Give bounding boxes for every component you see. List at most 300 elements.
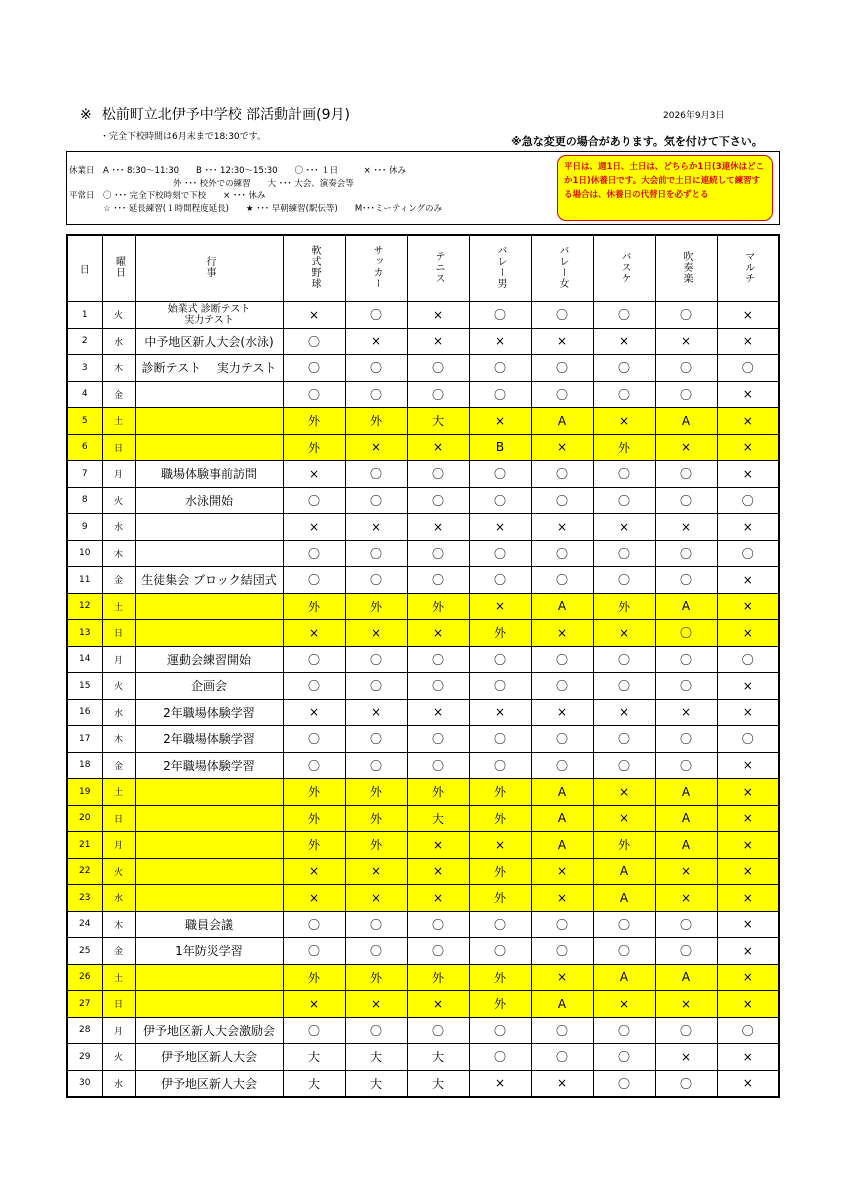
club-mark-cell: × — [655, 434, 717, 461]
weekday-cell: 土 — [102, 964, 135, 991]
weekday-cell: 水 — [102, 1070, 135, 1097]
club-mark-cell: × — [717, 938, 779, 965]
event-cell — [135, 381, 283, 408]
club-mark-cell: × — [531, 328, 593, 355]
event-cell: 生徒集会 ブロック結団式 — [135, 567, 283, 594]
event-cell: 水泳開始 — [135, 487, 283, 514]
club-mark-cell: 〇 — [283, 540, 345, 567]
club-mark-cell: × — [593, 699, 655, 726]
club-mark-cell: 〇 — [593, 461, 655, 488]
club-mark-cell: A — [655, 779, 717, 806]
club-mark-cell: 〇 — [407, 355, 469, 382]
club-mark-cell: 〇 — [593, 752, 655, 779]
club-mark-cell: 〇 — [655, 911, 717, 938]
weekday-cell: 火 — [102, 1044, 135, 1071]
club-mark-cell: × — [283, 699, 345, 726]
header-club — [469, 235, 531, 302]
club-mark-cell: × — [717, 408, 779, 435]
club-mark-cell: 〇 — [345, 673, 407, 700]
legend-box — [66, 151, 780, 225]
club-mark-cell: 〇 — [283, 673, 345, 700]
club-mark-cell: 〇 — [531, 1044, 593, 1071]
club-mark-cell: × — [283, 514, 345, 541]
club-mark-cell: × — [283, 461, 345, 488]
club-mark-cell: 外 — [469, 964, 531, 991]
club-mark-cell: 〇 — [717, 726, 779, 753]
club-mark-cell: 〇 — [593, 1017, 655, 1044]
club-mark-cell: × — [407, 885, 469, 912]
club-mark-cell: × — [717, 991, 779, 1018]
event-cell — [135, 964, 283, 991]
page-title — [80, 104, 350, 124]
header-club — [717, 235, 779, 302]
club-mark-cell: 外 — [469, 779, 531, 806]
table-row — [67, 699, 779, 726]
club-mark-cell: 〇 — [283, 328, 345, 355]
weekday-cell: 月 — [102, 461, 135, 488]
day-cell: 7 — [67, 461, 102, 488]
club-label: テニス — [433, 250, 444, 284]
club-mark-cell: A — [593, 885, 655, 912]
event-cell — [135, 540, 283, 567]
club-mark-cell: 〇 — [655, 487, 717, 514]
club-mark-cell: 〇 — [407, 911, 469, 938]
day-cell: 28 — [67, 1017, 102, 1044]
event-cell: 職員会議 — [135, 911, 283, 938]
club-mark-cell: 〇 — [469, 752, 531, 779]
club-mark-cell: 〇 — [345, 646, 407, 673]
event-cell: 伊予地区新人大会 — [135, 1044, 283, 1071]
legend-line-extension: ☆ ･･･ 延長練習(１時間程度延長) ★ ･･･ 早朝練習(駅伝等) M･･･ミーティングのみ — [103, 204, 443, 214]
event-cell: 2年職場体験学習 — [135, 752, 283, 779]
club-mark-cell: × — [717, 911, 779, 938]
club-mark-cell: × — [407, 434, 469, 461]
club-mark-cell: 〇 — [407, 726, 469, 753]
club-mark-cell: 〇 — [655, 540, 717, 567]
club-mark-cell: A — [655, 593, 717, 620]
weekday-cell: 水 — [102, 699, 135, 726]
club-mark-cell: × — [655, 991, 717, 1018]
dismissal-note: ・完全下校時間は6月末まで18:30です。 — [100, 132, 266, 142]
club-mark-cell: × — [593, 328, 655, 355]
club-mark-cell: × — [593, 779, 655, 806]
club-mark-cell: 外 — [345, 408, 407, 435]
event-cell — [135, 408, 283, 435]
club-mark-cell: A — [531, 779, 593, 806]
table-row — [67, 593, 779, 620]
club-mark-cell: 〇 — [593, 673, 655, 700]
club-mark-cell: 〇 — [593, 911, 655, 938]
club-mark-cell: × — [655, 885, 717, 912]
club-mark-cell: 〇 — [407, 752, 469, 779]
weekday-cell: 金 — [102, 938, 135, 965]
club-mark-cell: × — [717, 779, 779, 806]
club-mark-cell: 〇 — [345, 461, 407, 488]
header-day-label: 日 — [79, 265, 90, 276]
weekday-cell: 土 — [102, 593, 135, 620]
change-warning: ※急な変更の場合があります。気を付けて下さい。 — [511, 135, 763, 148]
club-mark-cell: × — [717, 805, 779, 832]
event-cell — [135, 805, 283, 832]
weekday-cell: 土 — [102, 779, 135, 806]
club-mark-cell: 〇 — [469, 938, 531, 965]
club-mark-cell: 〇 — [717, 355, 779, 382]
club-mark-cell: × — [717, 964, 779, 991]
club-mark-cell: 〇 — [407, 1017, 469, 1044]
header-weekday-label: 曜日 — [113, 256, 125, 278]
weekday-cell: 月 — [102, 646, 135, 673]
club-mark-cell: 〇 — [469, 1017, 531, 1044]
issue-date: 2026年9月3日 — [663, 111, 725, 121]
day-cell: 3 — [67, 355, 102, 382]
club-mark-cell: × — [717, 328, 779, 355]
day-cell: 23 — [67, 885, 102, 912]
event-cell: 診断テスト 実力テスト — [135, 355, 283, 382]
club-mark-cell: × — [345, 620, 407, 647]
day-cell: 22 — [67, 858, 102, 885]
club-mark-cell: 外 — [469, 620, 531, 647]
club-mark-cell: × — [469, 514, 531, 541]
club-mark-cell: 〇 — [469, 726, 531, 753]
event-cell: 伊予地区新人大会 — [135, 1070, 283, 1097]
event-cell — [135, 593, 283, 620]
club-mark-cell: × — [283, 858, 345, 885]
club-mark-cell: × — [469, 328, 531, 355]
club-mark-cell: × — [283, 991, 345, 1018]
club-mark-cell: 〇 — [531, 487, 593, 514]
club-mark-cell: 〇 — [531, 1017, 593, 1044]
club-mark-cell: 〇 — [655, 1070, 717, 1097]
club-mark-cell: × — [717, 302, 779, 329]
weekday-cell: 日 — [102, 434, 135, 461]
club-mark-cell: 〇 — [469, 355, 531, 382]
club-mark-cell: 〇 — [283, 646, 345, 673]
club-mark-cell: × — [283, 885, 345, 912]
club-mark-cell: 〇 — [593, 487, 655, 514]
club-mark-cell: 大 — [345, 1070, 407, 1097]
table-row — [67, 673, 779, 700]
club-mark-cell: 〇 — [531, 726, 593, 753]
club-mark-cell: 〇 — [283, 567, 345, 594]
club-mark-cell: 〇 — [593, 1044, 655, 1071]
club-mark-cell: 〇 — [345, 355, 407, 382]
table-row — [67, 620, 779, 647]
day-cell: 12 — [67, 593, 102, 620]
club-mark-cell: × — [469, 593, 531, 620]
club-mark-cell: × — [717, 699, 779, 726]
club-mark-cell: 〇 — [655, 752, 717, 779]
club-mark-cell: 〇 — [469, 540, 531, 567]
club-mark-cell: × — [345, 328, 407, 355]
club-mark-cell: 〇 — [655, 302, 717, 329]
day-cell: 21 — [67, 832, 102, 859]
weekday-cell: 日 — [102, 805, 135, 832]
club-mark-cell: 〇 — [407, 646, 469, 673]
club-mark-cell: × — [717, 858, 779, 885]
club-mark-cell: × — [717, 593, 779, 620]
table-row — [67, 805, 779, 832]
club-mark-cell: 大 — [407, 1044, 469, 1071]
club-mark-cell: 〇 — [469, 567, 531, 594]
club-mark-cell: × — [469, 1070, 531, 1097]
club-mark-cell: 外 — [407, 593, 469, 620]
club-mark-cell: × — [717, 434, 779, 461]
event-cell: 伊予地区新人大会激励会 — [135, 1017, 283, 1044]
club-mark-cell: 〇 — [593, 646, 655, 673]
club-mark-cell: 〇 — [655, 673, 717, 700]
club-mark-cell: 〇 — [345, 938, 407, 965]
table-row — [67, 1017, 779, 1044]
event-cell — [135, 514, 283, 541]
club-mark-cell: 外 — [283, 832, 345, 859]
legend-line-weekday: 平常日 〇 ･･･ 完全下校時刻で下校 × ･･･ 休み — [69, 191, 266, 201]
club-mark-cell: 〇 — [531, 381, 593, 408]
club-mark-cell: × — [345, 699, 407, 726]
weekday-cell: 月 — [102, 832, 135, 859]
club-mark-cell: 〇 — [655, 726, 717, 753]
weekday-cell: 土 — [102, 408, 135, 435]
club-mark-cell: 外 — [345, 779, 407, 806]
club-mark-cell: × — [593, 514, 655, 541]
club-mark-cell: × — [407, 699, 469, 726]
club-mark-cell: 大 — [283, 1070, 345, 1097]
header-club — [655, 235, 717, 302]
table-row — [67, 1044, 779, 1071]
club-mark-cell: 〇 — [655, 938, 717, 965]
club-mark-cell: 〇 — [531, 461, 593, 488]
club-mark-cell: 〇 — [593, 726, 655, 753]
club-mark-cell: × — [531, 434, 593, 461]
club-mark-cell: 〇 — [407, 540, 469, 567]
weekday-cell: 木 — [102, 355, 135, 382]
club-mark-cell: 外 — [283, 408, 345, 435]
day-cell: 4 — [67, 381, 102, 408]
table-row — [67, 567, 779, 594]
table-row — [67, 779, 779, 806]
club-mark-cell: 〇 — [717, 646, 779, 673]
day-cell: 10 — [67, 540, 102, 567]
club-mark-cell: 〇 — [531, 911, 593, 938]
weekday-cell: 水 — [102, 514, 135, 541]
table-row — [67, 514, 779, 541]
club-mark-cell: × — [345, 858, 407, 885]
club-mark-cell: 〇 — [407, 487, 469, 514]
table-row — [67, 1070, 779, 1097]
club-mark-cell: A — [593, 858, 655, 885]
event-cell: 1年防災学習 — [135, 938, 283, 965]
club-mark-cell: × — [655, 858, 717, 885]
table-row — [67, 328, 779, 355]
club-mark-cell: A — [531, 805, 593, 832]
club-mark-cell: A — [531, 991, 593, 1018]
weekday-cell: 火 — [102, 673, 135, 700]
club-label: マルチ — [742, 250, 754, 284]
header-club — [407, 235, 469, 302]
header-club — [283, 235, 345, 302]
table-row — [67, 355, 779, 382]
weekday-cell: 火 — [102, 487, 135, 514]
club-mark-cell: 大 — [407, 1070, 469, 1097]
club-mark-cell: × — [407, 514, 469, 541]
club-mark-cell: 〇 — [469, 487, 531, 514]
club-mark-cell: 外 — [469, 805, 531, 832]
weekday-cell: 水 — [102, 885, 135, 912]
schedule-body — [67, 235, 779, 1097]
club-mark-cell: A — [593, 964, 655, 991]
day-cell: 5 — [67, 408, 102, 435]
club-mark-cell: × — [717, 1070, 779, 1097]
day-cell: 25 — [67, 938, 102, 965]
club-mark-cell: × — [283, 620, 345, 647]
club-mark-cell: 〇 — [655, 355, 717, 382]
club-mark-cell: 外 — [593, 593, 655, 620]
club-mark-cell: × — [717, 1044, 779, 1071]
day-cell: 16 — [67, 699, 102, 726]
header-event — [135, 235, 283, 302]
club-mark-cell: × — [655, 1044, 717, 1071]
event-cell — [135, 885, 283, 912]
club-mark-cell: 〇 — [407, 567, 469, 594]
club-mark-cell: 外 — [345, 805, 407, 832]
club-mark-cell: 〇 — [345, 302, 407, 329]
day-cell: 27 — [67, 991, 102, 1018]
club-mark-cell: × — [717, 832, 779, 859]
club-mark-cell: × — [531, 1070, 593, 1097]
weekday-cell: 月 — [102, 1017, 135, 1044]
club-mark-cell: × — [717, 752, 779, 779]
club-mark-cell: 〇 — [531, 302, 593, 329]
club-mark-cell: 〇 — [345, 487, 407, 514]
club-mark-cell: 外 — [469, 991, 531, 1018]
club-mark-cell: 〇 — [469, 302, 531, 329]
event-cell: 中予地区新人大会(水泳) — [135, 328, 283, 355]
club-mark-cell: × — [655, 699, 717, 726]
club-mark-cell: × — [717, 620, 779, 647]
club-mark-cell: 〇 — [407, 461, 469, 488]
event-cell: 始業式 診断テスト 実力テスト — [135, 302, 283, 329]
club-mark-cell: 〇 — [283, 911, 345, 938]
club-mark-cell: × — [407, 328, 469, 355]
club-mark-cell: 外 — [407, 964, 469, 991]
club-mark-cell: 〇 — [531, 540, 593, 567]
weekday-cell: 木 — [102, 540, 135, 567]
club-mark-cell: 外 — [407, 779, 469, 806]
club-mark-cell: × — [593, 408, 655, 435]
weekday-cell: 木 — [102, 726, 135, 753]
club-mark-cell: 外 — [283, 434, 345, 461]
club-mark-cell: 外 — [593, 434, 655, 461]
event-cell — [135, 779, 283, 806]
club-mark-cell: × — [717, 885, 779, 912]
club-mark-cell: 〇 — [345, 911, 407, 938]
club-mark-cell: 外 — [345, 832, 407, 859]
day-cell: 18 — [67, 752, 102, 779]
day-cell: 14 — [67, 646, 102, 673]
club-mark-cell: 〇 — [531, 938, 593, 965]
club-mark-cell: × — [593, 620, 655, 647]
table-row — [67, 646, 779, 673]
schedule-table — [66, 234, 780, 1098]
weekday-cell: 火 — [102, 302, 135, 329]
day-cell: 1 — [67, 302, 102, 329]
club-label: サッカー — [371, 245, 382, 289]
club-mark-cell: 〇 — [407, 938, 469, 965]
club-mark-cell: 〇 — [531, 646, 593, 673]
club-mark-cell: 〇 — [655, 620, 717, 647]
club-mark-cell: 〇 — [717, 487, 779, 514]
table-row — [67, 381, 779, 408]
legend-line-outside: 外 ･･･ 校外での練習 大 ･･･ 大会、演奏会等 — [173, 179, 354, 189]
club-mark-cell: 〇 — [345, 567, 407, 594]
club-mark-cell: × — [717, 461, 779, 488]
club-mark-cell: 〇 — [283, 938, 345, 965]
club-mark-cell: 〇 — [593, 938, 655, 965]
club-mark-cell: 〇 — [469, 461, 531, 488]
header-club — [593, 235, 655, 302]
weekday-cell: 水 — [102, 328, 135, 355]
club-mark-cell: 〇 — [655, 646, 717, 673]
club-mark-cell: × — [407, 302, 469, 329]
club-label: 軟式野球 — [309, 245, 320, 289]
club-mark-cell: × — [717, 381, 779, 408]
club-mark-cell: 外 — [593, 832, 655, 859]
weekday-cell: 金 — [102, 567, 135, 594]
day-cell: 11 — [67, 567, 102, 594]
club-mark-cell: 大 — [345, 1044, 407, 1071]
club-mark-cell: A — [531, 832, 593, 859]
event-cell — [135, 620, 283, 647]
event-cell: 運動会練習開始 — [135, 646, 283, 673]
rest-day-note: 平日は、週1日、土日は、どちらか1日(3連休はどこか1日)休養日です。大会前で土日に連続して練習する場合は、休養日の代替日を必ずとる — [557, 155, 773, 221]
club-mark-cell: × — [655, 514, 717, 541]
header-club — [345, 235, 407, 302]
event-cell: 2年職場体験学習 — [135, 726, 283, 753]
weekday-cell: 日 — [102, 620, 135, 647]
table-row — [67, 911, 779, 938]
club-mark-cell: 〇 — [717, 1017, 779, 1044]
club-mark-cell: A — [655, 805, 717, 832]
day-cell: 20 — [67, 805, 102, 832]
day-cell: 30 — [67, 1070, 102, 1097]
club-mark-cell: 〇 — [407, 381, 469, 408]
day-cell: 17 — [67, 726, 102, 753]
club-mark-cell: 外 — [469, 858, 531, 885]
event-cell — [135, 434, 283, 461]
club-label: 吹奏楽 — [681, 250, 692, 284]
club-mark-cell: 外 — [283, 593, 345, 620]
table-row — [67, 832, 779, 859]
club-mark-cell: 〇 — [655, 567, 717, 594]
weekday-cell: 木 — [102, 911, 135, 938]
club-mark-cell: × — [345, 434, 407, 461]
club-mark-cell: × — [407, 620, 469, 647]
club-mark-cell: × — [407, 832, 469, 859]
day-cell: 9 — [67, 514, 102, 541]
club-mark-cell: × — [531, 858, 593, 885]
club-mark-cell: 〇 — [345, 540, 407, 567]
event-cell — [135, 858, 283, 885]
club-mark-cell: A — [531, 408, 593, 435]
club-mark-cell: 〇 — [283, 752, 345, 779]
club-mark-cell: × — [469, 832, 531, 859]
club-mark-cell: 〇 — [345, 1017, 407, 1044]
club-mark-cell: × — [469, 408, 531, 435]
weekday-cell: 火 — [102, 858, 135, 885]
club-mark-cell: 〇 — [283, 1017, 345, 1044]
club-mark-cell: 〇 — [469, 673, 531, 700]
club-label: バスケ — [619, 250, 630, 284]
event-cell: 2年職場体験学習 — [135, 699, 283, 726]
